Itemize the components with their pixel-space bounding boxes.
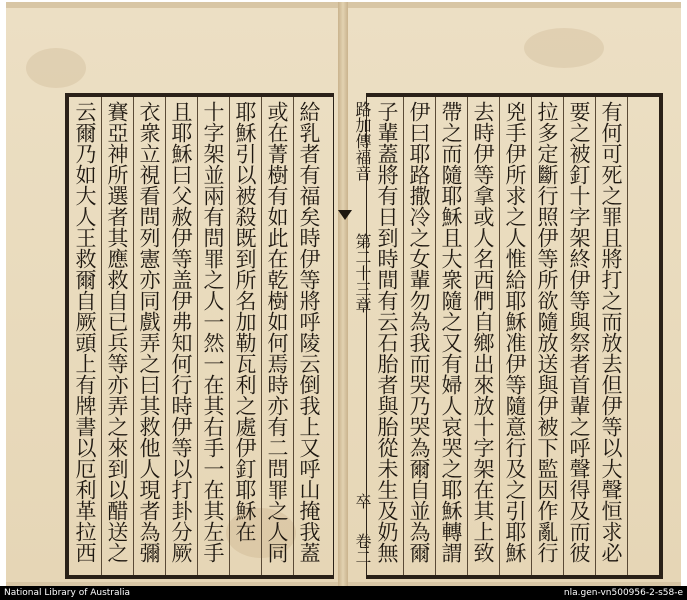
column-rule (403, 97, 404, 575)
column-rule (293, 97, 294, 575)
text-column: 有何可死之罪且將打之而放去但伊等以大聲恒求必 (599, 101, 623, 563)
column-rule (133, 97, 134, 575)
column-rule (499, 97, 500, 575)
left-text-frame (65, 93, 334, 579)
text-column: 去時伊等拿或人名西們自鄉出來放十字架在其上致 (471, 101, 495, 563)
right-page (344, 8, 681, 582)
text-column: 十字架並兩有問罪之人一然一在其右手一在其左手 (201, 101, 225, 563)
column-rule (197, 97, 198, 575)
paper-stain (26, 48, 86, 88)
column-rule (229, 97, 230, 575)
text-column: 且耶穌曰父赦伊等盖伊弗知何行時伊等以打卦分厥 (169, 101, 193, 563)
column-rule (101, 97, 102, 575)
right-inner-frame (366, 96, 660, 576)
text-column: 要之被釘十字架終伊等與祭者首輩之呼聲得及而彼 (567, 101, 591, 563)
page-number: 卒 (353, 493, 372, 509)
text-column: 賽亞神所選者其應救自已兵等亦弄之來到以醋送之 (105, 101, 129, 563)
text-column: 云爾乃如大人王救爾自厥頭上有牌書以厄利革拉西 (73, 101, 97, 563)
book-spread (6, 2, 681, 586)
text-column: 耶穌引以被殺既到所名加勒瓦利之處伊釘耶穌在 (233, 101, 257, 542)
leaf-label: 卷二 (353, 533, 372, 565)
text-column: 兇手伊所求之人惟給耶穌准伊等隨意行及之引耶穌 (503, 101, 527, 563)
book-title: 路加傳福音 (353, 101, 372, 181)
column-rule (531, 97, 532, 575)
footer-bar (0, 586, 687, 600)
text-column: 伊曰耶路撒冷之女輩勿為我而哭乃哭為爾自並為爾 (407, 101, 431, 563)
column-rule (261, 97, 262, 575)
book-gutter (338, 2, 348, 586)
column-rule (467, 97, 468, 575)
text-column: 拉多定斷行照伊等所欲隨放送與伊被下監因作亂行 (535, 101, 559, 563)
column-rule (627, 97, 628, 575)
chapter-heading: 第二十三章 (353, 233, 372, 313)
column-rule (595, 97, 596, 575)
text-column: 子輩蓋將有日到時間有云石胎者與胎從未生及奶無 (375, 101, 399, 563)
paper-stain (524, 28, 604, 68)
text-column: 帶之而隨耶穌且大衆隨之又有婦人哀哭之耶穌轉謂 (439, 101, 463, 563)
text-column: 衣衆立視看問列憲亦同戲弄之曰其救他人現者為彌 (137, 101, 161, 563)
footer-identifier: nla.gen-vn500956-2-s58-e (563, 588, 683, 598)
column-rule (563, 97, 564, 575)
column-rule (165, 97, 166, 575)
right-text-frame (366, 93, 663, 579)
footer-credit: National Library of Australia (4, 588, 131, 598)
left-inner-frame (68, 96, 334, 576)
column-rule (435, 97, 436, 575)
left-page (6, 8, 343, 582)
text-column: 或在菁樹有如此在乾樹如何焉時亦有二問罪之人同 (265, 101, 289, 563)
text-column: 給乳者有福矣時伊等將呼陵云倒我上又呼山掩我蓋 (297, 101, 321, 563)
